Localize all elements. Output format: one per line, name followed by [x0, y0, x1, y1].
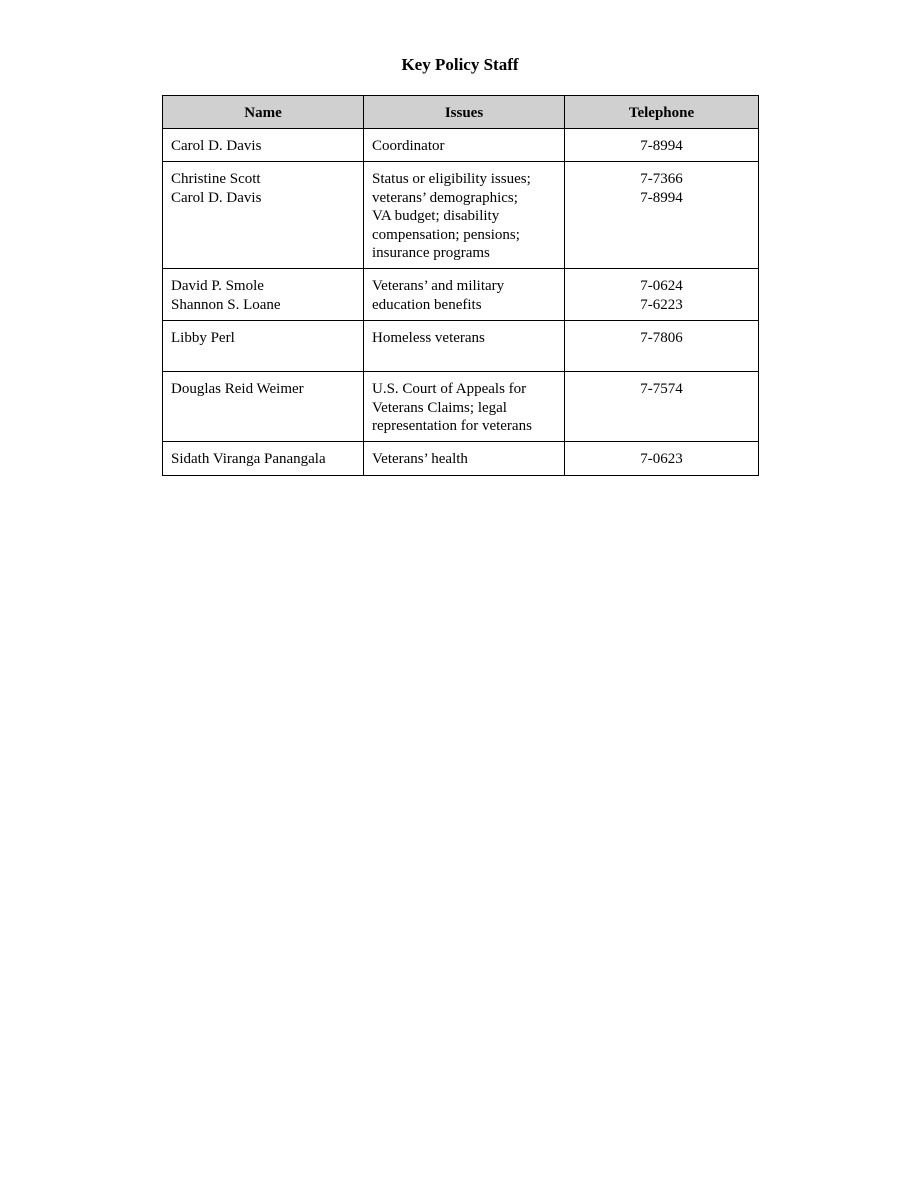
telephone-cell — [565, 129, 759, 162]
name-cell — [163, 442, 364, 475]
telephone-number: 7-6223 — [640, 296, 683, 313]
header-name: Name — [163, 96, 364, 129]
issue-text: Coordinator — [372, 138, 445, 154]
staff-name: Christine Scott — [171, 171, 261, 188]
issues-cell — [364, 129, 565, 162]
issue-text: Veterans Claims; legal — [372, 399, 507, 416]
staff-name: Carol D. Davis — [171, 189, 262, 206]
table-row — [163, 442, 759, 475]
staff-name: Sidath Viranga Panangala — [171, 451, 326, 468]
telephone-number: 7-0623 — [640, 451, 683, 468]
telephone-cell — [565, 372, 759, 442]
telephone-cell — [565, 269, 759, 321]
name-cell — [163, 321, 364, 372]
key-policy-staff-table — [162, 95, 759, 476]
table-header-row — [163, 96, 759, 129]
header-telephone: Telephone — [565, 96, 759, 129]
issue-text: representation for veterans — [372, 418, 532, 435]
telephone-number: 7-8994 — [640, 138, 683, 154]
telephone-number: 7-8994 — [640, 189, 683, 206]
staff-name: Carol D. Davis — [171, 138, 262, 154]
header-issues: Issues — [364, 96, 565, 129]
issues-cell — [364, 372, 565, 442]
issues-cell — [364, 442, 565, 475]
name-cell — [163, 129, 364, 162]
table-row — [163, 162, 759, 269]
issue-text: VA budget; disability — [372, 208, 500, 225]
issue-text: Veterans’ and military — [372, 278, 505, 295]
table-row — [163, 372, 759, 442]
staff-name: Libby Perl — [171, 330, 235, 347]
telephone-cell — [565, 162, 759, 269]
issue-text: insurance programs — [372, 245, 490, 262]
issues-cell — [364, 321, 565, 372]
issues-cell — [364, 269, 565, 321]
issue-text: veterans’ demographics; — [372, 189, 518, 206]
issue-text: compensation; pensions; — [372, 226, 520, 243]
name-cell — [163, 269, 364, 321]
name-cell — [163, 162, 364, 269]
issue-text: Homeless veterans — [372, 330, 485, 347]
table-row — [163, 321, 759, 372]
issue-text: U.S. Court of Appeals for — [372, 381, 527, 398]
staff-name: David P. Smole — [171, 278, 264, 295]
telephone-number: 7-7574 — [640, 381, 683, 398]
issue-text: Veterans’ health — [372, 451, 468, 468]
page-title: Key Policy Staff — [401, 55, 519, 74]
staff-name: Douglas Reid Weimer — [171, 381, 304, 398]
issues-cell — [364, 162, 565, 269]
telephone-cell — [565, 442, 759, 475]
telephone-number: 7-0624 — [640, 278, 683, 295]
name-cell — [163, 372, 364, 442]
telephone-number: 7-7806 — [640, 330, 683, 347]
table-row — [163, 269, 759, 321]
staff-name: Shannon S. Loane — [171, 296, 281, 313]
telephone-number: 7-7366 — [640, 171, 683, 188]
telephone-cell — [565, 321, 759, 372]
table-row — [163, 129, 759, 162]
issue-text: Status or eligibility issues; — [372, 171, 531, 188]
issue-text: education benefits — [372, 296, 482, 313]
